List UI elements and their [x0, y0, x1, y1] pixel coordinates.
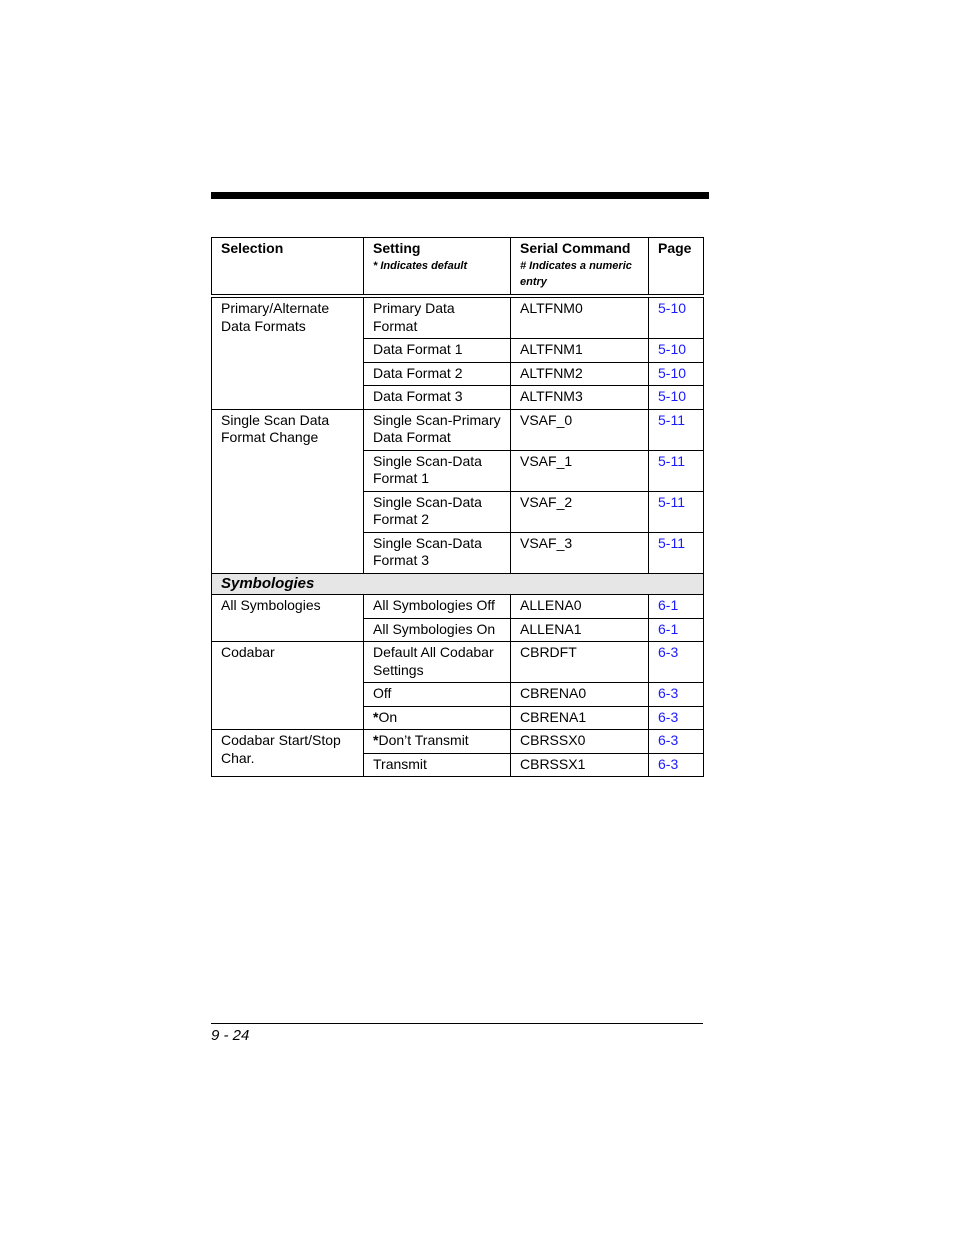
selection-cell: Single Scan Data Format Change: [212, 409, 364, 573]
setting-cell: Data Format 1: [364, 339, 511, 363]
page-link[interactable]: 5-11: [658, 452, 685, 469]
section-title: Symbologies: [212, 573, 704, 595]
default-marker: *: [373, 732, 379, 748]
page-cell: [649, 706, 704, 730]
setting-cell: [364, 730, 511, 754]
setting-cell: Primary Data Format: [364, 296, 511, 339]
command-cell: CBRENA1: [511, 706, 649, 730]
command-cell: ALTFNM3: [511, 386, 649, 410]
setting-cell: Single Scan-Primary Data Format: [364, 409, 511, 450]
setting-cell: Single Scan-Data Format 3: [364, 532, 511, 573]
page-cell: [649, 362, 704, 386]
setting-cell: Single Scan-Data Format 2: [364, 491, 511, 532]
page-link[interactable]: 5-11: [658, 411, 685, 428]
header-selection: Selection: [212, 238, 364, 297]
selection-cell: Codabar: [212, 642, 364, 730]
header-page: Page: [649, 238, 704, 297]
selection-cell: Codabar Start/Stop Char.: [212, 730, 364, 777]
page-link[interactable]: 5-10: [658, 300, 687, 316]
setting-label: Don’t Transmit: [378, 732, 469, 748]
page-cell: [649, 386, 704, 410]
page-link[interactable]: 6-3: [658, 685, 679, 701]
page-link[interactable]: 6-3: [658, 644, 679, 660]
page-cell: [649, 618, 704, 642]
page-link[interactable]: 6-3: [658, 732, 679, 748]
page-link[interactable]: 6-1: [658, 597, 679, 613]
command-cell: ALTFNM2: [511, 362, 649, 386]
table-row: [212, 409, 704, 450]
top-rule: [211, 192, 709, 199]
command-cell: VSAF_3: [511, 532, 649, 573]
command-cell: ALLENA1: [511, 618, 649, 642]
header-setting-note: * Indicates default: [373, 259, 468, 272]
page-cell: [649, 730, 704, 754]
page-link[interactable]: 5-11: [658, 493, 685, 510]
table-row: [212, 730, 704, 754]
command-cell: VSAF_0: [511, 409, 649, 450]
section-row: [212, 573, 704, 595]
setting-label: On: [378, 708, 398, 725]
command-cell: VSAF_2: [511, 491, 649, 532]
page-number: 9 - 24: [211, 1027, 250, 1044]
page-cell: [649, 491, 704, 532]
table-row: [212, 642, 704, 683]
command-cell: CBRSSX0: [511, 730, 649, 754]
command-cell: VSAF_1: [511, 450, 649, 491]
table-row: [212, 296, 704, 339]
selection-cell: All Symbologies: [212, 595, 364, 642]
setting-cell: Single Scan-Data Format 1: [364, 450, 511, 491]
page-link[interactable]: 6-3: [658, 708, 679, 725]
page-cell: [649, 683, 704, 707]
setting-cell: All Symbologies Off: [364, 595, 511, 619]
setting-cell: Data Format 3: [364, 386, 511, 410]
page-link[interactable]: 6-3: [658, 755, 679, 772]
page-cell: [649, 595, 704, 619]
page-cell: [649, 532, 704, 573]
command-cell: CBRSSX1: [511, 753, 649, 777]
page-cell: [649, 409, 704, 450]
page-link[interactable]: 5-11: [658, 534, 685, 551]
page-link[interactable]: 5-10: [658, 364, 687, 381]
command-cell: ALTFNM1: [511, 339, 649, 363]
header-row: [212, 238, 704, 297]
page-cell: [649, 339, 704, 363]
command-cell: ALTFNM0: [511, 296, 649, 339]
default-marker: *: [373, 708, 379, 725]
page-link[interactable]: 5-10: [658, 341, 687, 357]
setting-cell: [364, 706, 511, 730]
header-serial-command: Serial Command # Indicates a numeric entry: [511, 238, 649, 297]
footer-rule: [211, 1023, 703, 1024]
page-cell: [649, 753, 704, 777]
page-cell: [649, 296, 704, 339]
selection-cell: Primary/Alternate Data Formats: [212, 296, 364, 409]
setting-cell: Data Format 2: [364, 362, 511, 386]
page-link[interactable]: 6-1: [658, 620, 679, 637]
page-link[interactable]: 5-10: [658, 388, 687, 404]
command-cell: CBRENA0: [511, 683, 649, 707]
header-setting: Setting * Indicates default: [364, 238, 511, 297]
setting-cell: All Symbologies On: [364, 618, 511, 642]
setting-cell: Off: [364, 683, 511, 707]
header-serial-note: # Indicates a numeric entry: [520, 259, 632, 288]
command-cell: CBRDFT: [511, 642, 649, 683]
command-cell: ALLENA0: [511, 595, 649, 619]
page-cell: [649, 642, 704, 683]
setting-cell: Default All Codabar Settings: [364, 642, 511, 683]
command-table: [211, 237, 704, 777]
setting-cell: Transmit: [364, 753, 511, 777]
page-cell: [649, 450, 704, 491]
table-row: [212, 595, 704, 619]
